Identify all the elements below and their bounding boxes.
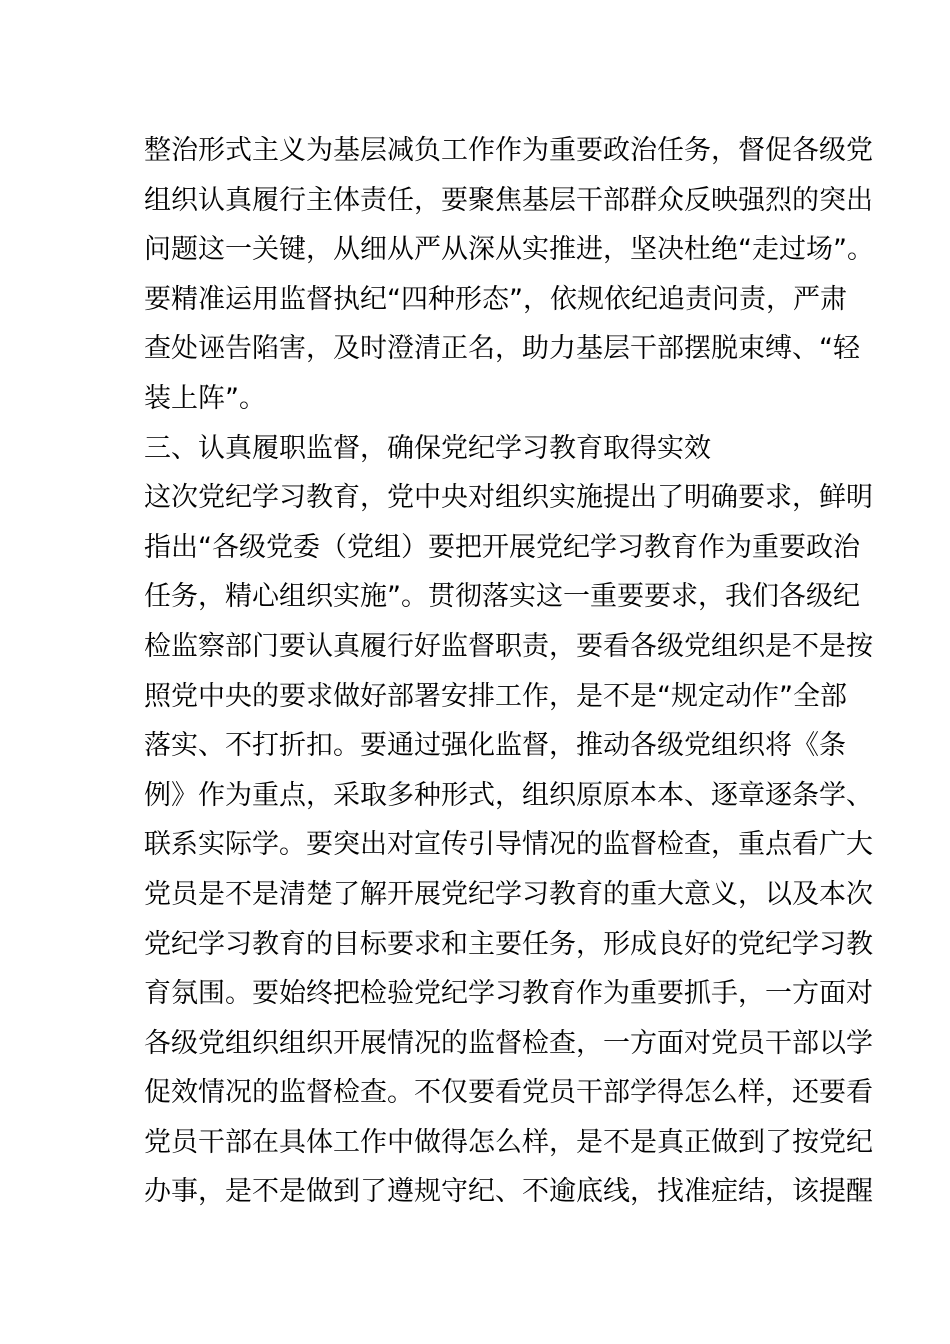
text-line: 指出“各级党委（党组）要把开展党纪学习教育作为重要政治	[144, 531, 860, 563]
text-line: 查处诬告陷害，及时澄清正名，助力基层干部摆脱束缚、“轻	[144, 333, 860, 365]
text-line: 这次党纪学习教育，党中央对组织实施提出了明确要求，鲜明	[144, 482, 873, 514]
text-line: 组织认真履行主体责任，要聚焦基层干部群众反映强烈的突出	[144, 184, 873, 216]
text-line: 照党中央的要求做好部署安排工作，是不是“规定动作”全部	[144, 680, 847, 712]
text-line: 联系实际学。要突出对宣传引导情况的监督检查，重点看广大	[144, 829, 873, 861]
text-line: 党纪学习教育的目标要求和主要任务，形成良好的党纪学习教	[144, 928, 873, 960]
text-line: 要精准运用监督执纪“四种形态”，依规依纪追责问责，严肃	[144, 283, 847, 315]
body-text	[144, 126, 874, 1217]
text-line: 整治形式主义为基层减负工作作为重要政治任务，督促各级党	[144, 135, 873, 166]
text-line: 党员是不是清楚了解开展党纪学习教育的重大意义，以及本次	[144, 878, 873, 910]
text-line: 各级党组织组织开展情况的监督检查，一方面对党员干部以学	[144, 1027, 873, 1059]
text-line: 落实、不打折扣。要通过强化监督，推动各级党组织将《条	[144, 730, 846, 762]
text-line: 促效情况的监督检查。不仅要看党员干部学得怎么样，还要看	[144, 1077, 873, 1109]
text-line: 党员干部在具体工作中做得怎么样，是不是真正做到了按党纪	[144, 1126, 873, 1158]
section-heading: 三、认真履职监督，确保党纪学习教育取得实效	[144, 432, 711, 464]
text-line: 办事，是不是做到了遵规守纪、不逾底线，找准症结，该提醒	[144, 1176, 873, 1208]
text-line: 检监察部门要认真履行好监督职责，要看各级党组织是不是按	[144, 630, 873, 662]
text-line: 例》作为重点，采取多种形式，组织原原本本、逐章逐条学、	[144, 779, 873, 811]
text-line: 装上阵”。	[144, 382, 266, 414]
text-line: 任务，精心组织实施”。贯彻落实这一重要要求，我们各级纪	[144, 581, 860, 613]
text-line: 问题这一关键，从细从严从深从实推进，坚决杜绝“走过场”。	[144, 234, 874, 266]
text-line: 育氛围。要始终把检验党纪学习教育作为重要抓手，一方面对	[144, 978, 873, 1010]
